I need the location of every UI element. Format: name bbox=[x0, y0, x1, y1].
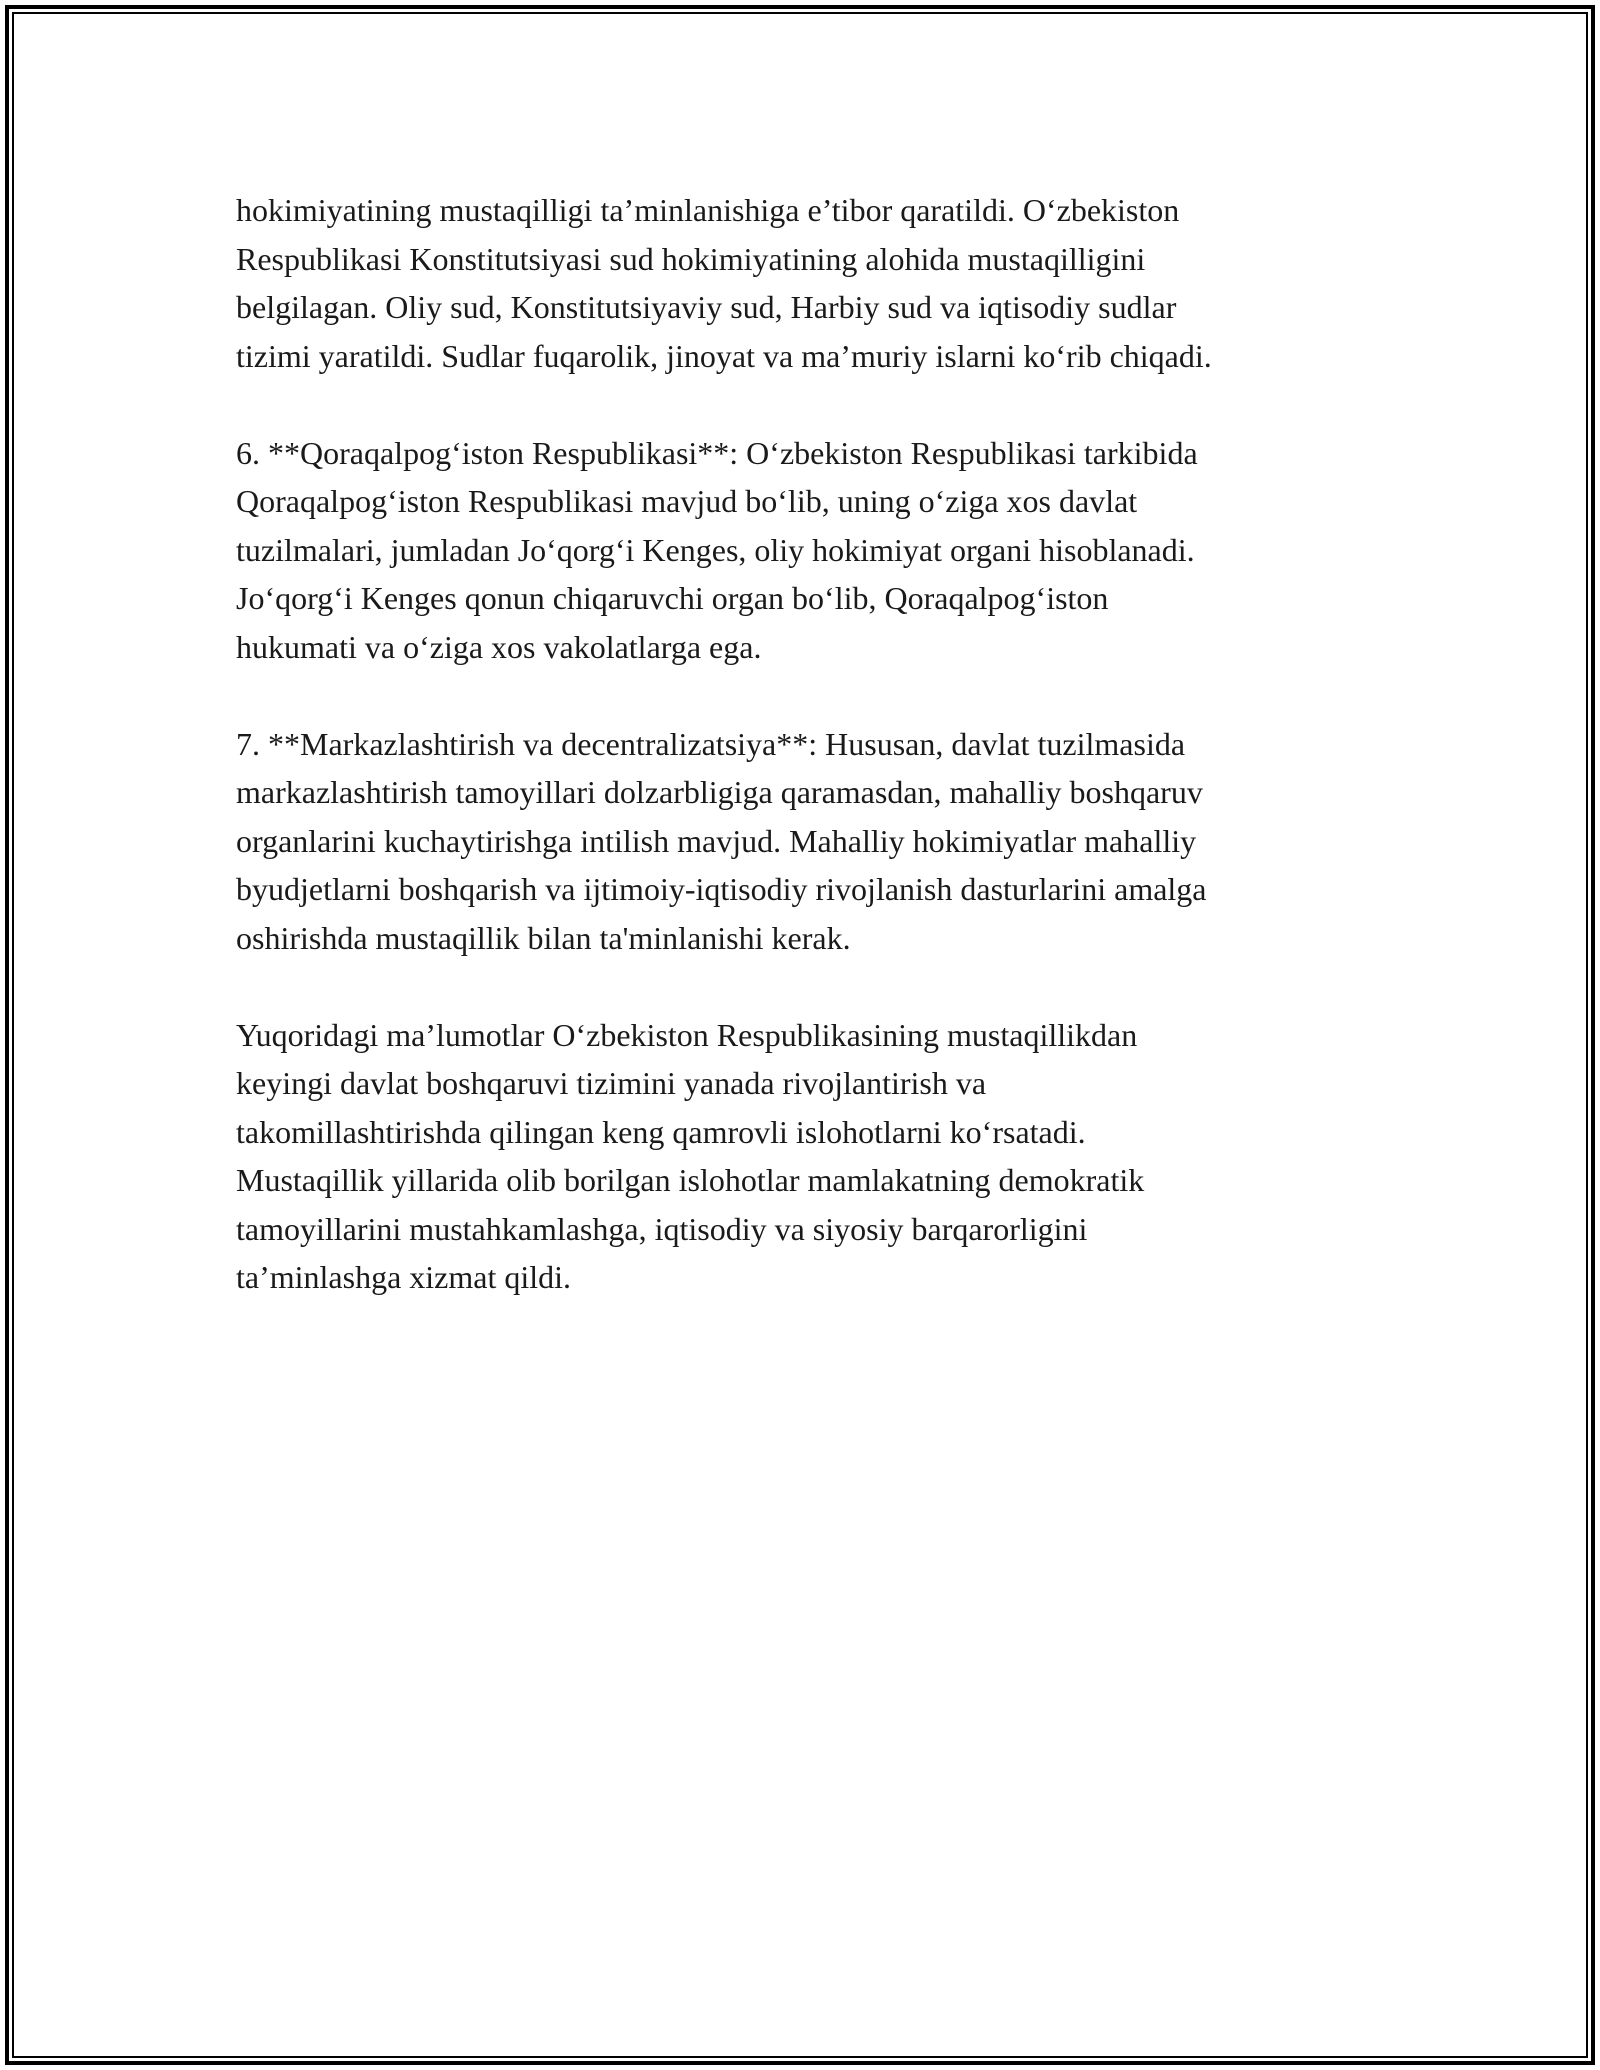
paragraph-line: ta’minlashga xizmat qildi. bbox=[236, 1259, 572, 1295]
paragraph-line: hokimiyatining mustaqilligi ta’minlanishiga e’tibor qaratildi. O‘zbekiston bbox=[236, 192, 1180, 228]
paragraph-conclusion bbox=[236, 1011, 1376, 1302]
paragraph-line: oshirishda mustaqillik bilan ta'minlanishi kerak. bbox=[236, 919, 851, 956]
paragraph-item-6-karakalpakstan bbox=[236, 429, 1376, 672]
paragraph-line: tamoyillarini mustahkamlashga, iqtisodiy va siyosiy barqarorligini bbox=[236, 1210, 1088, 1247]
paragraph-line: keyingi davlat boshqaruvi tizimini yanada rivojlantirish va bbox=[236, 1065, 987, 1101]
paragraph-line: tizimi yaratildi. Sudlar fuqarolik, jinoyat va ma’muriy islarni ko‘rib chiqadi. bbox=[236, 337, 1212, 374]
paragraph-line: Qoraqalpog‘iston Respublikasi mavjud bo‘lib, uning o‘ziga xos davlat bbox=[236, 483, 1138, 519]
paragraph-line: Respublikasi Konstitutsiyasi sud hokimiyatining alohida mustaqilligini bbox=[236, 240, 1146, 277]
paragraph-line: belgilagan. Oliy sud, Konstitutsiyaviy sud, Harbiy sud va iqtisodiy sudlar bbox=[236, 289, 1177, 325]
paragraph-line: Jo‘qorg‘i Kenges qonun chiqaruvchi organ bo‘lib, Qoraqalpog‘iston bbox=[236, 580, 1109, 616]
paragraph-line: Mustaqillik yillarida olib borilgan islohotlar mamlakatning demokratik bbox=[236, 1162, 1145, 1198]
paragraph-line: 7. **Markazlashtirish va decentralizatsiya**: Hususan, davlat tuzilmasida bbox=[236, 725, 1186, 762]
document-body bbox=[236, 186, 1376, 1350]
paragraph-line: byudjetlarni boshqarish va ijtimoiy-iqtisodiy rivojlanish dasturlarini amalga bbox=[236, 871, 1207, 907]
paragraph-item-7-centralization bbox=[236, 720, 1376, 963]
paragraph-line: markazlashtirish tamoyillari dolzarbligiga qaramasdan, mahalliy boshqaruv bbox=[236, 774, 1203, 810]
paragraph-line: hukumati va o‘ziga xos vakolatlarga ega. bbox=[236, 628, 762, 665]
paragraph-line: organlarini kuchaytirishga intilish mavjud. Mahalliy hokimiyatlar mahalliy bbox=[236, 822, 1197, 859]
paragraph-line: 6. **Qoraqalpog‘iston Respublikasi**: O‘zbekiston Respublikasi tarkibida bbox=[236, 434, 1198, 471]
paragraph-line: tuzilmalari, jumladan Jo‘qorg‘i Kenges, oliy hokimiyat organi hisoblanadi. bbox=[236, 531, 1195, 568]
paragraph-line: Yuqoridagi ma’lumotlar O‘zbekiston Respublikasining mustaqillikdan bbox=[236, 1016, 1138, 1053]
paragraph-judicial-independence bbox=[236, 186, 1376, 380]
paragraph-line: takomillashtirishda qilingan keng qamrovli islohotlarni ko‘rsatadi. bbox=[236, 1113, 1086, 1150]
